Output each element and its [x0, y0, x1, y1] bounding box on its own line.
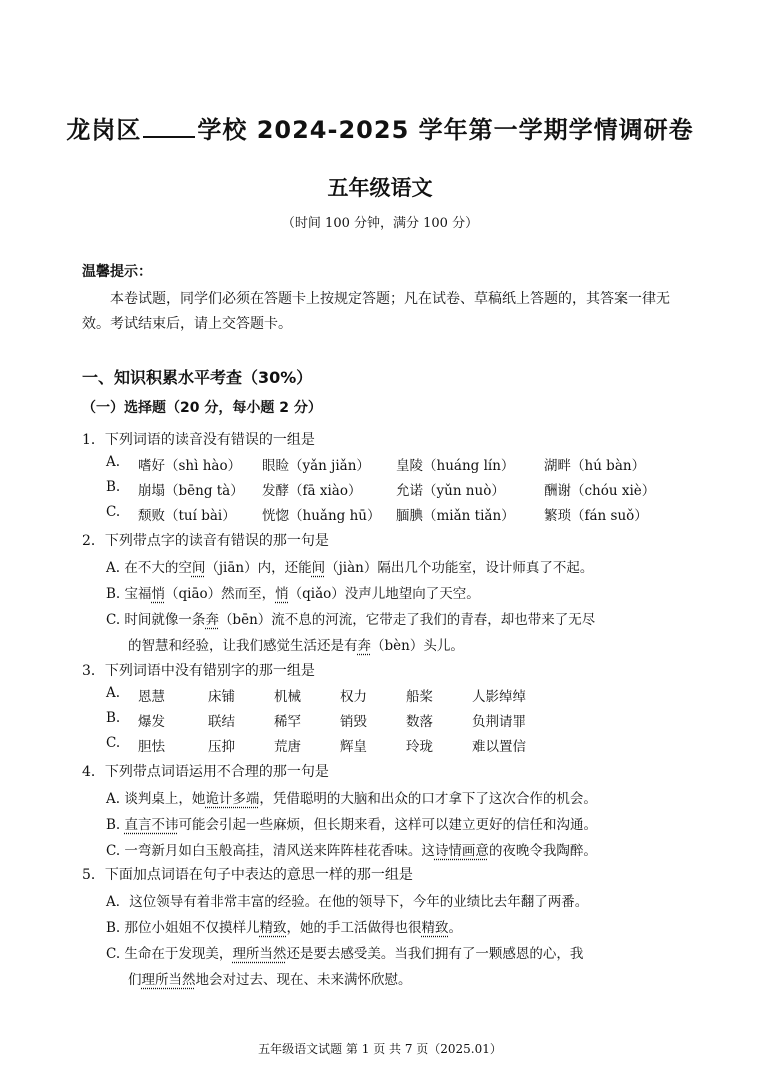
- text-run: 们: [128, 972, 142, 988]
- q3-option-a: [106, 685, 526, 705]
- option-letter: A.: [106, 685, 121, 701]
- q5-option-a: [106, 890, 588, 910]
- text-run: B. 那位小姐姐不仅摸样儿: [106, 920, 260, 936]
- dotted-word: 诡计多端: [205, 791, 260, 807]
- dotted-char: 奔: [205, 612, 219, 628]
- q5-option-b: [106, 916, 462, 936]
- text-run: A. 在不大的空: [106, 560, 192, 576]
- text-run: ，她的手工活做得也很: [286, 920, 422, 936]
- notice-text: 本卷试题，同学们必须在答题卡上按规定答题；凡在试卷、草稿纸上答题的，其答案一律无效。考试结束后，请上交答题卡。: [82, 291, 670, 332]
- title-suffix: 学校 2024-2025 学年第一学期学情调研卷: [197, 116, 694, 144]
- word-item: 发酵（fā xiào）: [262, 483, 362, 499]
- text-run: （bèn）头儿。: [371, 638, 464, 654]
- dotted-word: 直言不讳: [124, 817, 179, 833]
- q5-stem: 5．下面加点词语在句子中表达的意思一样的那一组是: [82, 867, 413, 883]
- text-run: A．这位领导有着非常丰富的经验。在他的领导下，今年的业绩比去年翻了两番。: [106, 894, 589, 910]
- option-letter: C.: [106, 735, 121, 751]
- word-item: 繁琐（fán suǒ）: [544, 508, 648, 524]
- q1-stem: 1．下列词语的读音没有错误的一组是: [82, 432, 315, 448]
- word-item: 权力: [340, 689, 367, 705]
- word-item: 船桨: [406, 689, 433, 705]
- dotted-char: 悄: [151, 586, 166, 602]
- q1-option-a: [106, 454, 646, 474]
- text-run: （qiāo）然而至，: [165, 586, 276, 602]
- word-item: 允诺（yǔn nuò）: [396, 483, 505, 499]
- q2-stem: 2．下列带点字的读音有错误的那一句是: [82, 533, 329, 549]
- word-item: 湖畔（hú bàn）: [544, 458, 646, 474]
- part-heading: （一）选择题（20 分，每小题 2 分）: [82, 400, 322, 416]
- word-item: 数落: [406, 714, 433, 730]
- notice-heading: 温馨提示：: [82, 264, 152, 280]
- text-run: 的智慧和经验，让我们感觉生活还是有: [128, 638, 358, 654]
- q1-option-b: [106, 479, 656, 499]
- text-run: 还是要去感受美。当我们拥有了一颗感恩的心，我: [286, 946, 584, 962]
- q2-option-a: [106, 556, 593, 576]
- text-run: ，凭借聪明的大脑和出众的口才拿下了这次合作的机会。: [259, 791, 597, 807]
- q3-option-c: [106, 735, 526, 755]
- word-item: 酬谢（chóu xiè）: [544, 483, 656, 499]
- word-item: 恩慧: [138, 689, 165, 705]
- q2-option-c-line2: [128, 634, 464, 654]
- dotted-word: 诗情画意: [434, 843, 489, 859]
- dotted-word: 理所当然: [141, 972, 196, 988]
- option-letter: C.: [106, 504, 121, 520]
- word-item: 爆发: [138, 714, 165, 730]
- exam-title: [0, 110, 760, 145]
- q2-option-c: [106, 608, 595, 628]
- text-run: （bēn）流不息的河流，它带走了我们的青春，却也带来了无尽: [218, 612, 596, 628]
- q4-option-a: [106, 787, 597, 807]
- text-run: 的夜晚令我陶醉。: [488, 843, 597, 859]
- text-run: C. 一弯新月如白玉般高挂，清风送来阵阵桂花香味。这: [106, 843, 435, 859]
- text-run: （jiàn）隔出几个功能室，设计师真了不起。: [325, 560, 594, 576]
- word-item: 颓败（tuí bài）: [138, 508, 236, 524]
- dotted-char: 奔: [357, 638, 371, 654]
- word-item: 床铺: [208, 689, 235, 705]
- word-item: 辉皇: [340, 739, 367, 755]
- page-footer: 五年级语文试题 第 1 页 共 7 页（2025.01）: [258, 1042, 502, 1056]
- dotted-char: 悄: [275, 586, 289, 602]
- word-item: 眼睑（yǎn jiǎn）: [262, 458, 370, 474]
- option-letter: B.: [106, 479, 121, 495]
- option-letter: B.: [106, 710, 121, 726]
- word-item: 销毁: [340, 714, 367, 730]
- text-run: A. 谈判桌上，她: [106, 791, 206, 807]
- q5-option-c: [106, 942, 583, 962]
- word-item: 稀罕: [274, 714, 301, 730]
- dotted-word: 理所当然: [232, 946, 287, 962]
- word-item: 恍惚（huǎng hū）: [262, 508, 381, 524]
- school-name-blank: [143, 116, 195, 138]
- word-item: 负荆请罪: [472, 714, 526, 730]
- q4-stem: 4．下列带点词语运用不合理的那一句是: [82, 764, 329, 780]
- word-item: 联结: [208, 714, 235, 730]
- word-item: 胆怯: [138, 739, 165, 755]
- word-item: 皇陵（huáng lín）: [396, 458, 515, 474]
- text-run: （jiān）内，还能: [205, 560, 312, 576]
- dotted-word: 精致: [259, 920, 287, 936]
- dotted-char: 间: [311, 560, 326, 576]
- text-run: C. 时间就像一条: [106, 612, 206, 628]
- word-item: 崩塌（bēng tà）: [138, 483, 244, 499]
- text-run: C. 生命在于发现美，: [106, 946, 233, 962]
- word-item: 机械: [274, 689, 301, 705]
- text-run: 可能会引起一些麻烦，但长期来看，这样可以建立更好的信任和沟通。: [178, 817, 598, 833]
- word-item: 压抑: [208, 739, 235, 755]
- text-run: （qiǎo）没声儿地望向了天空。: [288, 586, 480, 602]
- text-run: 地会对过去、现在、未来满怀欣慰。: [195, 972, 412, 988]
- q2-option-b: [106, 582, 480, 602]
- section-heading: 一、知识积累水平考查（30%）: [82, 368, 313, 387]
- q4-option-c: [106, 839, 597, 859]
- q4-option-b: [106, 813, 597, 833]
- text-run: B. 宝福: [106, 586, 152, 602]
- word-item: 难以置信: [472, 739, 526, 755]
- option-letter: A.: [106, 454, 121, 470]
- q1-option-c: [106, 504, 648, 524]
- word-item: 荒唐: [274, 739, 301, 755]
- word-item: 腼腆（miǎn tiǎn）: [396, 508, 515, 524]
- text-run: 。: [448, 920, 463, 936]
- time-info: （时间 100 分钟，满分 100 分）: [281, 216, 479, 231]
- q3-option-b: [106, 710, 526, 730]
- dotted-char: 间: [191, 560, 206, 576]
- q5-option-c-line2: [128, 968, 412, 988]
- title-prefix: 龙岗区: [66, 116, 142, 144]
- subject-title: 五年级语文: [327, 175, 433, 200]
- text-run: B.: [106, 817, 125, 833]
- word-item: 人影绰绰: [472, 689, 526, 705]
- dotted-word: 精致: [421, 920, 449, 936]
- word-item: 玲珑: [406, 739, 433, 755]
- q3-stem: 3．下列词语中没有错别字的那一组是: [82, 663, 315, 679]
- word-item: 嗜好（shì hào）: [138, 458, 242, 474]
